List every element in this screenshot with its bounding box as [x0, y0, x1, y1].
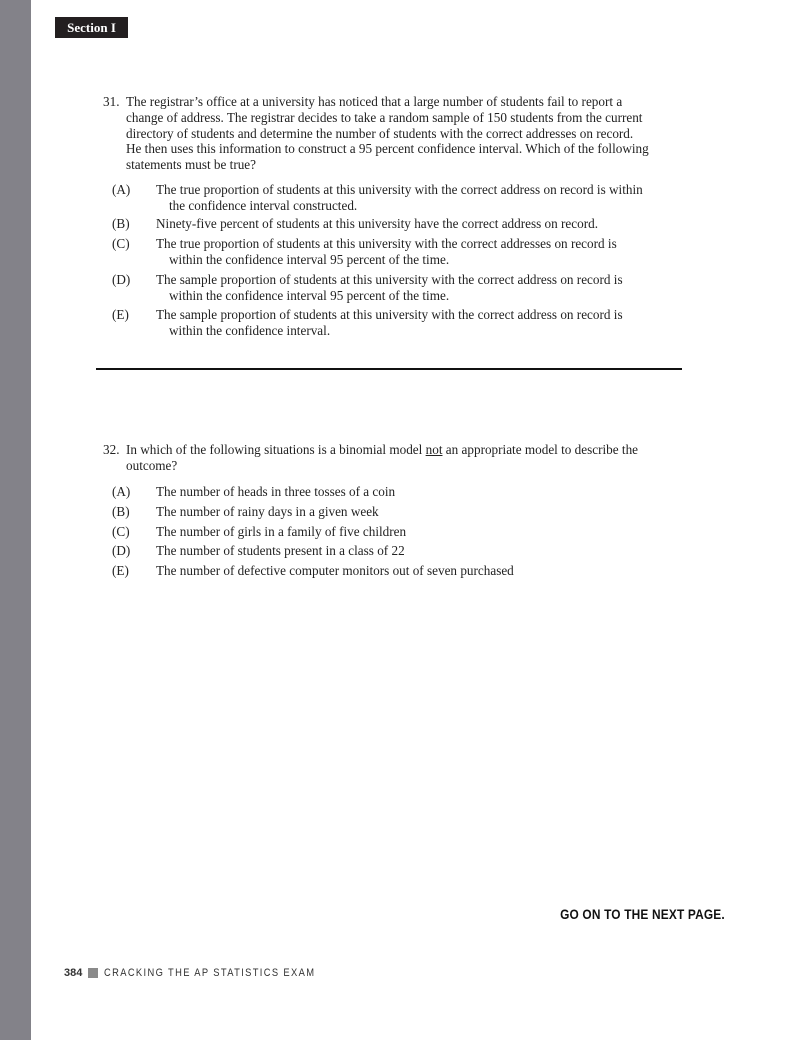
option-text: within the confidence interval 95 percent of the time.	[169, 288, 450, 303]
question-text-line: statements must be true?	[126, 157, 257, 172]
option-text: The number of heads in three tosses of a coin	[156, 484, 396, 499]
question-text-line: outcome?	[126, 458, 178, 473]
option-text: Ninety-five percent of students at this university have the correct address on record.	[156, 216, 598, 231]
option-text: The true proportion of students at this university with the correct address on record is within	[156, 182, 643, 197]
question-text-line: directory of students and determine the number of students with the correct addresses on record.	[126, 126, 634, 141]
option-letter: (A)	[112, 182, 131, 197]
option-letter: (E)	[112, 563, 129, 578]
option-letter: (B)	[112, 216, 130, 231]
option-letter: (B)	[112, 504, 130, 519]
option-text: The number of defective computer monitors out of seven purchased	[156, 563, 514, 578]
option-letter: (E)	[112, 307, 129, 322]
page-edge-bar	[0, 0, 31, 1040]
square-bullet-icon	[88, 968, 98, 978]
underlined-word: not	[425, 442, 443, 457]
question-text-line: change of address. The registrar decides to take a random sample of 150 students from the current	[126, 110, 643, 125]
option-letter: (D)	[112, 543, 131, 558]
option-letter: (A)	[112, 484, 131, 499]
option-text: the confidence interval constructed.	[169, 198, 358, 213]
option-text: The number of rainy days in a given week	[156, 504, 379, 519]
option-text: The number of girls in a family of five children	[156, 524, 407, 539]
text-segment: In which of the following situations is a binomial model	[126, 442, 426, 457]
question-text-line: He then uses this information to construct a 95 percent confidence interval. Which of the following	[126, 141, 649, 156]
question-number: 32.	[103, 442, 120, 457]
option-text: within the confidence interval 95 percent of the time.	[169, 252, 450, 267]
section-badge: Section I	[55, 17, 128, 38]
page-footer	[64, 967, 353, 979]
option-text: within the confidence interval.	[169, 323, 331, 338]
option-text: The sample proportion of students at this university with the correct address on record is	[156, 307, 623, 322]
question-text-line	[126, 442, 638, 458]
option-text: The true proportion of students at this university with the correct addresses on record is	[156, 236, 617, 251]
page-number: 384	[64, 967, 83, 979]
option-letter: (C)	[112, 524, 130, 539]
option-letter: (D)	[112, 272, 131, 287]
go-on-notice: GO ON TO THE NEXT PAGE.	[560, 906, 725, 922]
option-text: The number of students present in a class of 22	[156, 543, 405, 558]
question-number: 31.	[103, 94, 120, 109]
book-title: CRACKING THE AP STATISTICS EXAM	[104, 967, 316, 979]
option-text: The sample proportion of students at this university with the correct address on record is	[156, 272, 623, 287]
option-letter: (C)	[112, 236, 130, 251]
text-segment: an appropriate model to describe the	[442, 442, 639, 457]
divider-rule	[96, 368, 682, 370]
question-text-line: The registrar’s office at a university has noticed that a large number of students fail to report a	[126, 94, 623, 109]
